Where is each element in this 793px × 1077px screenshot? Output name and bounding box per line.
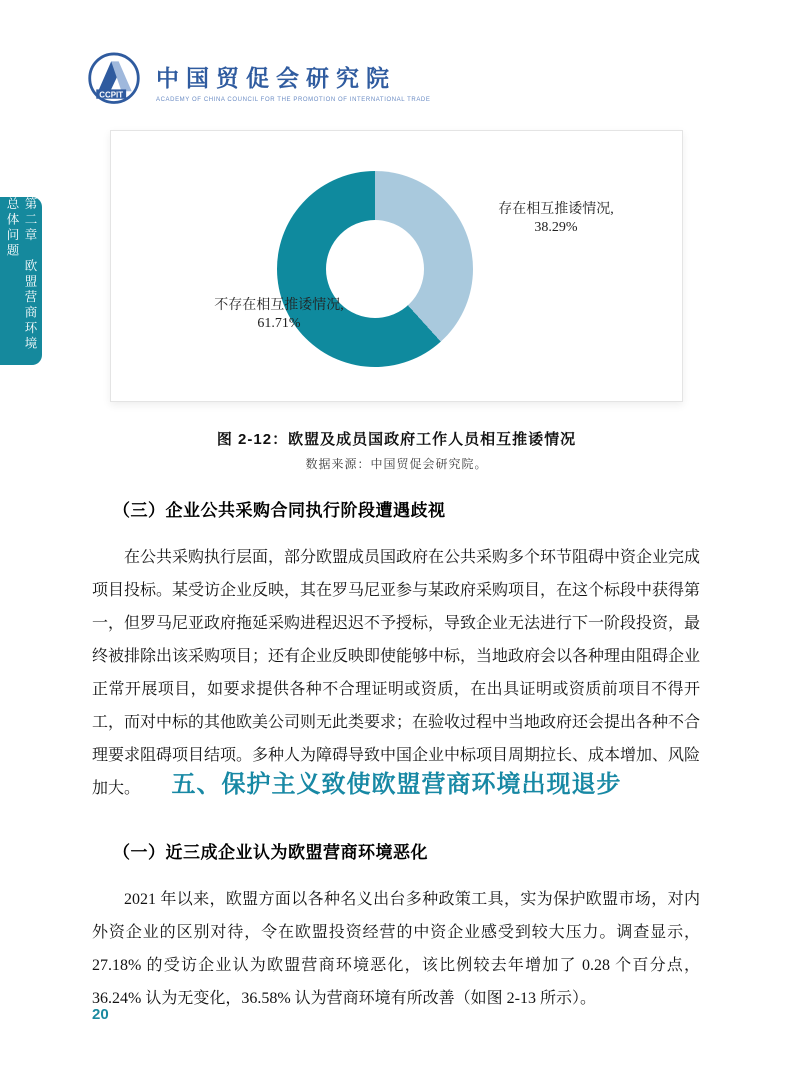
logo-title-cn: 中国贸促会研究院 — [156, 66, 396, 91]
figure-source: 数据来源：中国贸促会研究院。 — [305, 457, 488, 471]
chapter-tab — [0, 197, 42, 365]
slice-label-not-exists — [179, 297, 379, 333]
main-heading-5: 五、保护主义致使欧盟营商环境出现退步 — [171, 771, 622, 798]
ccpit-acronym: CCPIT — [99, 90, 124, 100]
page-number: 20 — [92, 1006, 109, 1023]
section-heading-3: （三）企业公共采购合同执行阶段遭遇歧视 — [113, 501, 446, 520]
slice-label-exists-name: 存在相互推诿情况, — [498, 202, 614, 217]
slice-label-exists-value: 38.29% — [534, 220, 578, 235]
logo-subtitle-en: ACADEMY OF CHINA COUNCIL FOR THE PROMOTION OF INTERNATIONAL TRADE — [156, 97, 431, 103]
org-logo — [86, 50, 430, 112]
section-3-paragraph: 在公共采购执行层面，部分欧盟成员国政府在公共采购多个环节阻碍中资企业完成项目投标。某受访企业反映，其在罗马尼亚参与某政府采购项目，在这个标段中获得第一，但罗马尼亚政府拖延采购进程迟迟不予授标，导致企业无法进行下一阶段投资，最终被排除出该采购项目；还有企业反映即使能够中标，当地政府会以各种理由阻碍企业正常开展项目，如要求提供各种不合理证明或资质，在出具证明或资质前项目不得开工，而对中标的其他欧美公司则无此类要求；在验收过程中当地政府还会提出各种不合理要求阻碍项目结项。多种人为障碍导致中国企业中标项目周期拉长、成本增加、风险加大。 — [92, 549, 701, 797]
slice-label-not-exists-name: 不存在相互推诿情况, — [214, 298, 344, 313]
donut-chart — [277, 171, 473, 367]
figure-panel — [110, 130, 683, 402]
slice-label-exists — [456, 201, 656, 237]
figure-caption: 图 2-12：欧盟及成员国政府工作人员相互推诿情况 — [216, 431, 577, 448]
subsection-heading-1: （一）近三成企业认为欧盟营商环境恶化 — [113, 843, 428, 862]
subsection-1-paragraph: 2021 年以来，欧盟方面以各种名义出台多种政策工具，实为保护欧盟市场，对内外资企业的区别对待，令在欧盟投资经营的中资企业感受到较大压力。调查显示，27.18% 的受访企业认为欧盟营商环境恶化，该比例较去年增加了 0.28 个百分点，36.24% 认为无变化，36.58% 认为营商环境有所改善（如图 2-13 所示）。 — [92, 891, 700, 1007]
ccpit-logo-icon — [86, 50, 142, 112]
logo-text — [156, 50, 430, 103]
slice-label-not-exists-value: 61.71% — [257, 316, 301, 331]
chapter-tab-label: 第二章 欧盟营商环境总体问题 — [5, 197, 37, 352]
